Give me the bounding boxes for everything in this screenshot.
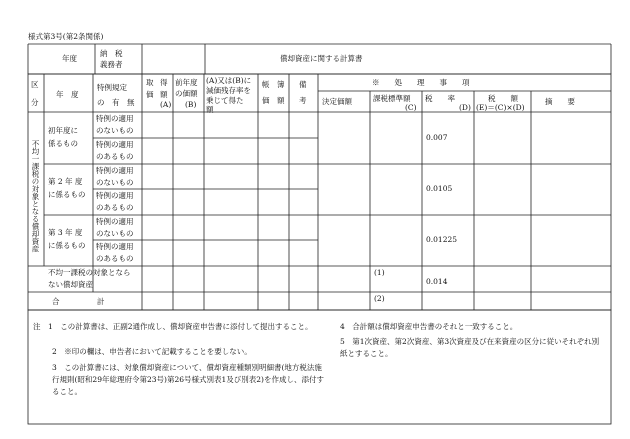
col-chobo-3: 価 [262,96,270,105]
col-tokurei-2: の 有 無 [97,98,135,107]
year-label: 年度 [62,54,77,63]
col-gen-4: 額 [206,105,214,114]
row1-rate: 0.007 [426,133,448,142]
col-tekiyo: 摘 要 [545,97,575,106]
col-zen-2: の価額 [175,89,198,98]
col-gen-1: (A)又は(B)に [206,76,252,85]
col-chobo-1: 帳 [262,80,270,89]
row2-year: 第 2 年 度 に係るもの [48,177,86,199]
col-ku: 区 [31,80,39,89]
row2-rate: 0.0105 [426,184,453,193]
col-shutoku-4: 額 [160,90,168,99]
total-mark: (2) [374,294,385,303]
form-label: 様式第3号(第2条関係) [28,32,104,41]
col-tokurei-1: 特例規定 [97,83,127,92]
col-kettei: 決定価額 [322,97,352,106]
col-biko-1: 備 [299,80,307,89]
col-shutoku-a: (A) [160,100,172,109]
row1-opt1: 特例の適用 のないもの [96,114,134,135]
col-chobo-2: 簿 [277,80,285,89]
col-kazei: 課税標準額 [373,94,411,103]
note-3: 3 この計算書には、対象償却資産について、償却資産種類別明細書(地方税法施行規則(昭和29年総理府令第23号)第26号様式別表1及び別表2)を作成し、添付すること。 [52,363,324,396]
non-uniform-label: 不均一課税の対象となら ない償却資産 [48,268,131,289]
col-zen-1: 前年度 [175,78,198,87]
col-gen-2: 減価残存率を [206,86,251,95]
note-4: 4 合計額は償却資産申告書のそれと一致すること。 [340,322,518,331]
col-shutoku-1: 取 [146,78,154,87]
row2-opt1: 特例の適用 のないもの [96,166,134,187]
row1-opt2: 特例の適用 のあるもの [96,140,134,161]
row3-rate: 0.01225 [426,235,458,244]
col-shutoku-2: 価 [146,90,154,99]
non-uniform-mark: (1) [374,268,385,277]
col-zeigaku: 税 額 [488,94,518,103]
col-nendo: 年 度 [56,90,79,99]
col-zeigaku-e: (E)＝(C)×(D) [476,103,525,112]
col-biko-2: 考 [299,96,307,105]
col-zen-b: (B) [185,100,197,109]
col-bun: 分 [31,98,39,107]
col-zeiritsu: 税 率 [425,94,455,103]
col-kazei-c: (C) [405,103,417,112]
row3-opt2: 特例の適用 のあるもの [96,242,134,263]
row1-year: 初年度に 係るもの [48,126,78,148]
note-5: 5 第1次資産、第2次資産、第3次資産及び在来資産の区分に従いそれぞれ別紙とすること。 [340,337,600,358]
col-gen-3: 乗じて得た [206,96,244,105]
col-shori-header: ※ 処 理 事 項 [372,78,470,87]
note-2: 2 ※印の欄は、申告者において記載することを要しない。 [52,347,252,356]
col-zeiritsu-d: (D) [459,103,471,112]
total-label: 合 計 [52,297,105,306]
row3-opt1: 特例の適用 のないもの [96,217,134,238]
row3-year: 第 3 年 度 に係るもの [48,228,86,250]
col-chobo-4: 額 [277,96,285,105]
non-uniform-rate: 0.014 [426,277,448,286]
note-1: 注 1 この計算書は、正副2通作成し、償却資産申告書に添付して提出すること。 [33,322,313,331]
taxpayer-label: 納 税 義務者 [100,49,123,69]
col-shutoku-3: 得 [160,78,168,87]
row2-opt2: 特例の適用 のあるもの [96,191,134,212]
side-label: 不均一課税の対象となる償却資産 [31,140,40,253]
page-title: 償却資産に関する計算書 [280,54,363,63]
